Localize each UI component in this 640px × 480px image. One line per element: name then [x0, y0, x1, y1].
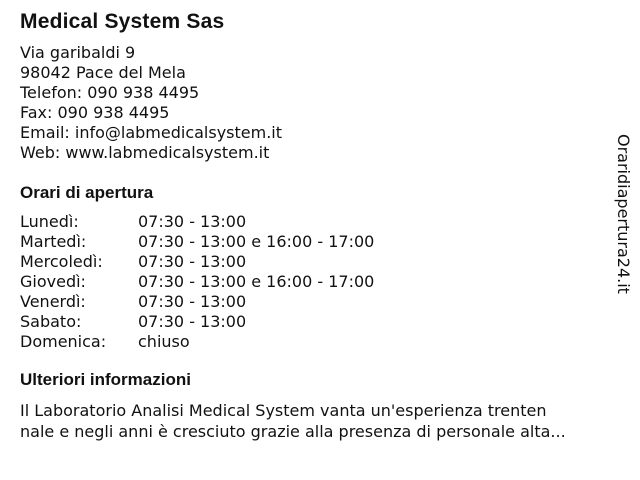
- day-label: Domenica:: [20, 332, 107, 351]
- time-value: 07:30 - 13:00 e 16:00 - 17:00: [138, 232, 375, 251]
- web-line: Web: www.labmedicalsystem.it: [20, 143, 270, 162]
- day-label: Lunedì:: [20, 212, 79, 231]
- time-value: 07:30 - 13:00: [138, 252, 247, 271]
- hours-row-tuesday: [20, 232, 610, 252]
- time-value: 07:30 - 13:00: [138, 312, 247, 331]
- email-line: Email: info@labmedicalsystem.it: [20, 123, 283, 142]
- hours-row-wednesday: [20, 252, 610, 272]
- hours-row-monday: [20, 212, 610, 232]
- day-label: Venerdì:: [20, 292, 86, 311]
- day-label: Giovedì:: [20, 272, 86, 291]
- opening-hours-list: [20, 212, 610, 352]
- hours-row-thursday: [20, 272, 610, 292]
- hours-row-friday: [20, 292, 610, 312]
- description-line-2: nale e negli anni è cresciuto grazie alla presenza di personale alta...: [20, 422, 566, 441]
- description-line-1: Il Laboratorio Analisi Medical System vanta un'esperienza trenten: [20, 401, 547, 420]
- fax-line: Fax: 090 938 4495: [20, 103, 170, 122]
- business-name: Medical System Sas: [20, 10, 225, 33]
- business-description: [20, 400, 615, 442]
- day-label: Mercoledì:: [20, 252, 103, 271]
- time-value: 07:30 - 13:00 e 16:00 - 17:00: [138, 272, 375, 291]
- hours-row-sunday: [20, 332, 610, 352]
- time-value: 07:30 - 13:00: [138, 292, 247, 311]
- time-value: chiuso: [138, 332, 190, 351]
- postal-city-line: 98042 Pace del Mela: [20, 63, 186, 82]
- time-value: 07:30 - 13:00: [138, 212, 247, 231]
- phone-line: Telefon: 090 938 4495: [20, 83, 200, 102]
- day-label: Martedì:: [20, 232, 87, 251]
- more-info-title: Ulteriori informazioni: [20, 370, 191, 389]
- day-label: Sabato:: [20, 312, 82, 331]
- opening-hours-title: Orari di apertura: [20, 183, 154, 202]
- business-card: [20, 10, 610, 442]
- hours-row-saturday: [20, 312, 610, 332]
- address-line: Via garibaldi 9: [20, 43, 136, 62]
- site-watermark-label: Oraridiapertura24.it: [614, 134, 633, 294]
